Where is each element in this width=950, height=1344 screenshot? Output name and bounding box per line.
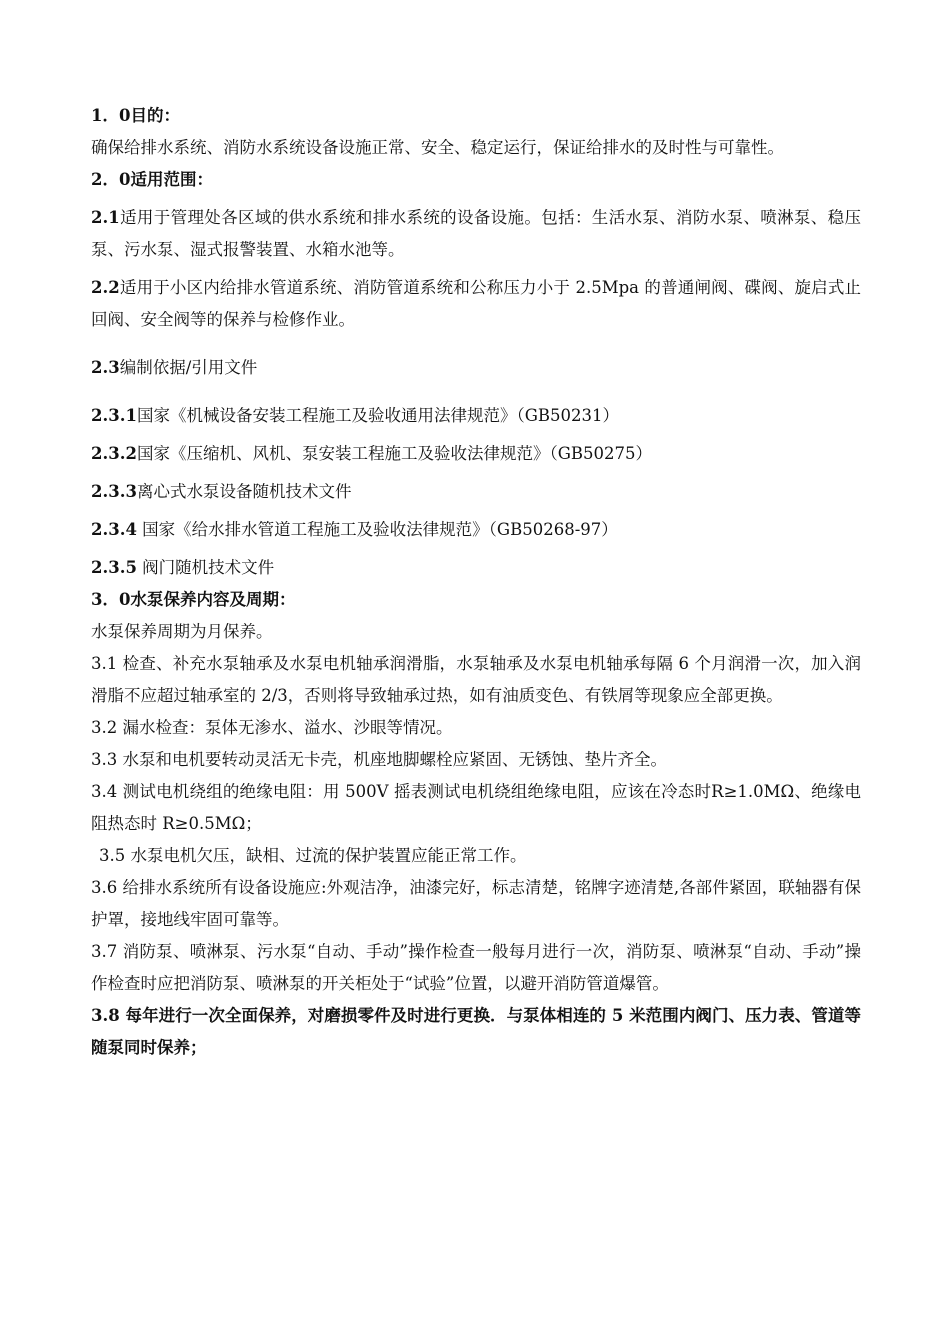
section-2-1-number: 2.1 bbox=[91, 208, 120, 227]
section-3-heading: 3．0水泵保养内容及周期： bbox=[91, 590, 296, 609]
section-2-3-1-number: 2.3.1 bbox=[91, 406, 137, 425]
section-2-3-5-number: 2.3.5 bbox=[91, 558, 137, 577]
section-2-3-number: 2.3 bbox=[91, 358, 120, 377]
section-2-3-2 bbox=[91, 438, 861, 470]
section-2-heading: 2．0适用范围： bbox=[91, 170, 213, 189]
section-2-3-1 bbox=[91, 400, 861, 432]
section-2-3-4 bbox=[91, 514, 861, 546]
section-1-heading: 1．0目的： bbox=[91, 106, 180, 125]
section-3-intro: 水泵保养周期为月保养。 bbox=[91, 622, 273, 641]
section-2-1-text: 适用于管理处各区域的供水系统和排水系统的设备设施。包括：生活水泵、消防水泵、喷淋泵、稳压泵、污水泵、湿式报警装置、水箱水池等。 bbox=[91, 208, 861, 259]
section-2-3-5 bbox=[91, 552, 861, 584]
section-3-7: 3.7 消防泵、喷淋泵、污水泵“自动、手动”操作检查一般每月进行一次，消防泵、喷淋泵“自动、手动”操作检查时应把消防泵、喷淋泵的开关柜处于“试验”位置，以避开消防管道爆管。 bbox=[91, 942, 861, 993]
section-3-6: 3.6 给排水系统所有设备设施应:外观洁净，油漆完好，标志清楚，铭牌字迹清楚,各部件紧固，联轴器有保护罩，接地线牢固可靠等。 bbox=[91, 878, 861, 929]
section-2-2-number: 2.2 bbox=[91, 278, 120, 297]
section-3-4: 3.4 测试电机绕组的绝缘电阻：用 500V 摇表测试电机绕组绝缘电阻，应该在冷态时R≥1.0MΩ、绝缘电阻热态时 R≥0.5MΩ； bbox=[91, 782, 861, 833]
section-3-5: 3.5 水泵电机欠压，缺相、过流的保护装置应能正常工作。 bbox=[99, 846, 527, 865]
document-page bbox=[91, 100, 861, 1064]
section-2-3 bbox=[91, 352, 861, 384]
section-2-3-2-number: 2.3.2 bbox=[91, 444, 137, 463]
section-3-1: 3.1 检查、补充水泵轴承及水泵电机轴承润滑脂，水泵轴承及水泵电机轴承每隔 6 个月润滑一次，加入润滑脂不应超过轴承室的 2/3，否则将导致轴承过热，如有油质变色、有铁屑等现象应全部更换。 bbox=[91, 654, 861, 705]
section-1-text: 确保给排水系统、消防水系统设备设施正常、安全、稳定运行，保证给排水的及时性与可靠性。 bbox=[91, 138, 784, 157]
section-3-3: 3.3 水泵和电机要转动灵活无卡壳，机座地脚螺栓应紧固、无锈蚀、垫片齐全。 bbox=[91, 750, 667, 769]
section-2-2 bbox=[91, 272, 861, 336]
section-2-3-4-text: 国家《给水排水管道工程施工及验收法律规范》（GB50268-97） bbox=[136, 520, 618, 539]
section-2-3-3 bbox=[91, 476, 861, 508]
section-3-8: 3.8 每年进行一次全面保养，对磨损零件及时进行更换．与泵体相连的 5 米范围内阀门、压力表、管道等随泵同时保养； bbox=[91, 1006, 861, 1057]
section-2-3-1-text: 国家《机械设备安装工程施工及验收通用法律规范》（GB50231） bbox=[136, 406, 619, 425]
section-2-1 bbox=[91, 202, 861, 266]
section-2-2-text: 适用于小区内给排水管道系统、消防管道系统和公称压力小于 2.5Mpa 的普通闸阀、碟阀、旋启式止回阀、安全阀等的保养与检修作业。 bbox=[91, 278, 861, 329]
section-3-2: 3.2 漏水检查：泵体无渗水、溢水、沙眼等情况。 bbox=[91, 718, 453, 737]
section-2-3-text: 编制依据/引用文件 bbox=[119, 358, 258, 377]
section-2-3-5-text: 阀门随机技术文件 bbox=[136, 558, 275, 577]
section-2-3-4-number: 2.3.4 bbox=[91, 520, 137, 539]
section-2-3-2-text: 国家《压缩机、风机、泵安装工程施工及验收法律规范》（GB50275） bbox=[136, 444, 652, 463]
section-2-3-3-number: 2.3.3 bbox=[91, 482, 137, 501]
section-2-3-3-text: 离心式水泵设备随机技术文件 bbox=[136, 482, 352, 501]
